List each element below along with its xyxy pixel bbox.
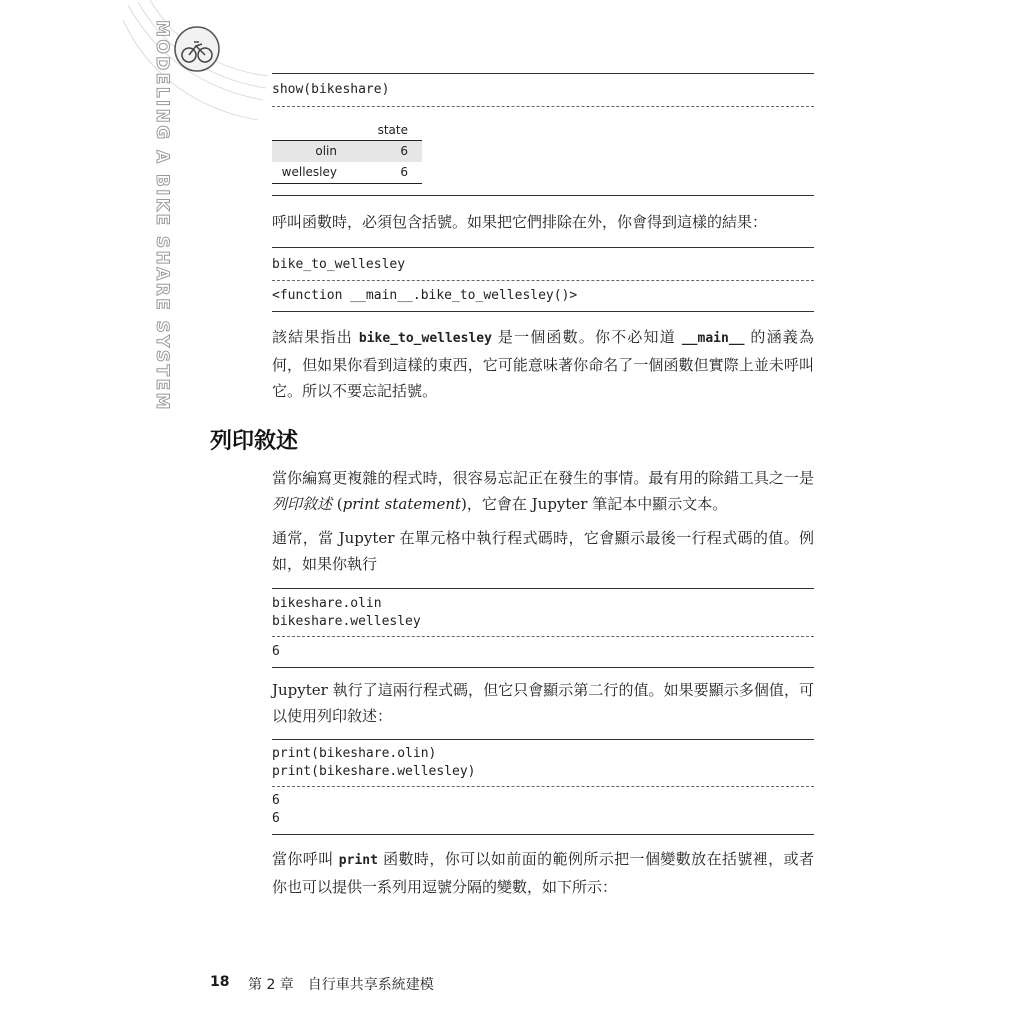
- chapter-title: 第 2 章 自行車共享系統建模: [248, 977, 434, 993]
- code-bottom-rule: [272, 667, 814, 668]
- code-input: bikeshare.olin bikeshare.wellesley: [272, 596, 421, 629]
- code-block-print: [272, 739, 814, 835]
- rule-line: [272, 195, 814, 196]
- section-heading: 列印敘述: [210, 429, 299, 454]
- code-divider: [272, 636, 814, 637]
- text-span: 當你呼叫: [272, 850, 339, 868]
- text-span: 函數時，你可以如前面的範例所示把一個變數放在括號裡，或者你也可以提供一系列用逗號分隔的變數，如下所示：: [272, 850, 814, 896]
- table-header: state: [377, 123, 408, 137]
- paragraph-jupyter-last-value: 通常，當 Jupyter 在單元格中執行程式碼時，它會顯示最後一行程式碼的值。例如，如果你執行: [272, 529, 814, 573]
- code-top-rule: [272, 73, 814, 74]
- row-value: 6: [400, 165, 408, 179]
- emphasized-term: 列印敘述: [272, 495, 333, 513]
- table-row: [272, 141, 422, 162]
- inline-code: print: [338, 853, 378, 868]
- code-input: show(bikeshare): [272, 82, 390, 97]
- text-span: (: [332, 495, 343, 513]
- code-divider: [272, 786, 814, 787]
- code-block-two-lines: [272, 588, 814, 668]
- table-row: [272, 162, 422, 183]
- code-input: bike_to_wellesley: [272, 257, 406, 272]
- emphasized-term-en: print statement: [342, 495, 462, 513]
- code-input: print(bikeshare.olin) print(bikeshare.wellesley): [272, 746, 476, 779]
- text-span: 是一個函數。你不必知道: [491, 328, 682, 346]
- row-value: 6: [400, 144, 408, 158]
- paragraph-function-explain: [272, 324, 814, 404]
- running-title-text: MODELING A BIKE SHARE SYSTEM: [152, 20, 172, 412]
- text-span: 的涵義為何，但如果你看到這樣的東西，它可能意味著你命名了一個函數但實際上並未呼叫它。所以不要忘記括號。: [272, 328, 814, 400]
- inline-code: __main__: [681, 331, 745, 346]
- inline-code: bike_to_wellesley: [358, 331, 492, 346]
- code-top-rule: [272, 247, 814, 248]
- code-bottom-rule: [272, 834, 814, 835]
- dataframe-table: [272, 120, 422, 184]
- paragraph-print-args: [272, 846, 814, 900]
- code-output: 6 6: [272, 793, 280, 826]
- code-bottom-rule-1: [272, 195, 814, 196]
- code-divider: [272, 106, 814, 107]
- paragraph-jupyter-two-lines: Jupyter 執行了這兩行程式碼，但它只會顯示第二行的值。如果要顯示多個值，可以使用列印敘述：: [272, 681, 814, 725]
- text-span: 當你編寫更複雜的程式時，很容易忘記正在發生的事情。最有用的除錯工具之一是: [272, 469, 814, 487]
- code-top-rule: [272, 739, 814, 740]
- text-span: )，它會在 Jupyter 筆記本中顯示文本。: [461, 495, 728, 513]
- code-block-function-ref: [272, 247, 814, 312]
- row-index: wellesley: [281, 165, 337, 179]
- paragraph-print-intro: [272, 465, 814, 517]
- row-index: olin: [315, 144, 337, 158]
- table-bottom-rule: [272, 183, 422, 184]
- code-top-rule: [272, 588, 814, 589]
- code-bottom-rule: [272, 311, 814, 312]
- paragraph-call-parens: 呼叫函數時，必須包含括號。如果把它們排除在外，你會得到這樣的結果：: [272, 213, 768, 231]
- code-block-show: [272, 73, 814, 107]
- text-span: 該結果指出: [272, 328, 359, 346]
- running-title: [142, 20, 182, 460]
- page-number: 18: [210, 974, 230, 990]
- code-output: 6: [272, 644, 280, 659]
- code-output: <function __main__.bike_to_wellesley()>: [272, 288, 578, 303]
- code-divider: [272, 280, 814, 281]
